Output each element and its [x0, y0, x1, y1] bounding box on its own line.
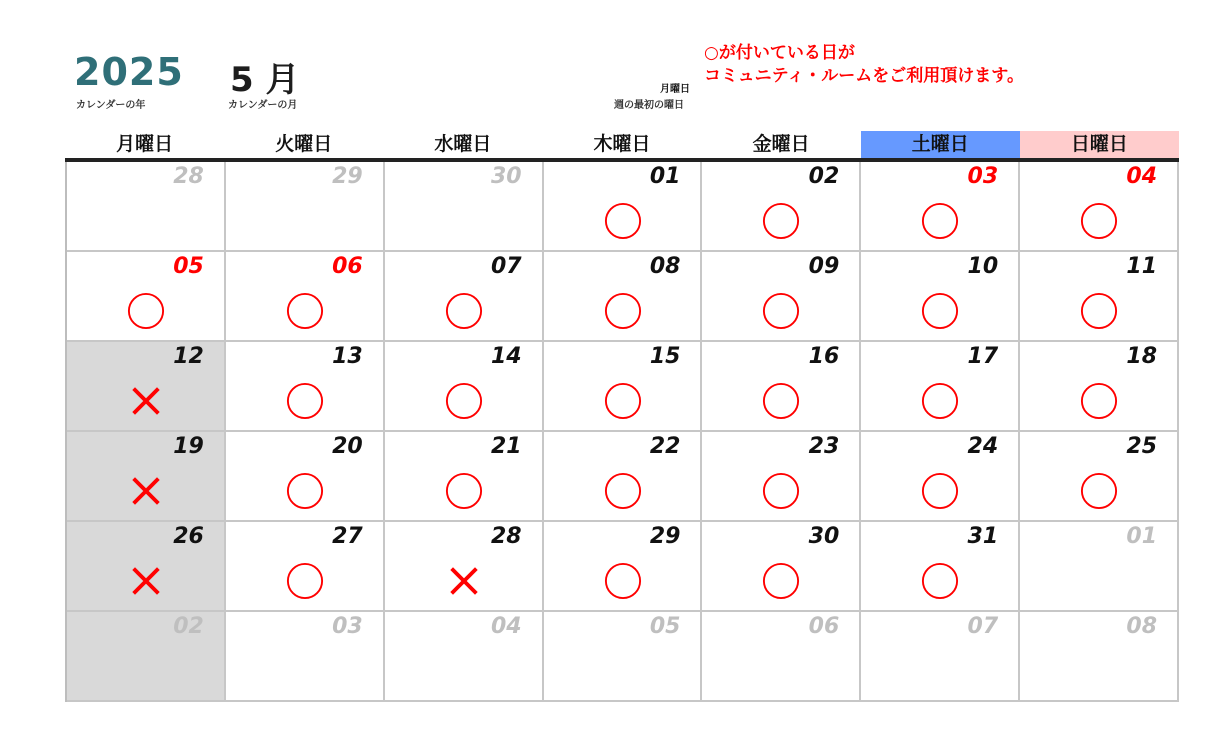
calendar-day [226, 342, 385, 430]
available-circle-icon [604, 472, 642, 510]
calendar-day [226, 432, 385, 520]
calendar-day [67, 612, 226, 700]
day-number: 18 [1126, 344, 1158, 369]
calendar-day [385, 612, 544, 700]
day-number: 02 [173, 614, 204, 639]
day-number: 19 [173, 434, 204, 459]
calendar-day [1020, 342, 1179, 430]
available-circle-icon [921, 202, 959, 240]
available-circle-icon [604, 292, 642, 330]
calendar-day [544, 432, 703, 520]
calendar-day [67, 342, 226, 430]
calendar [65, 131, 1179, 702]
week-start-caption: 週の最初の曜日 [614, 100, 684, 111]
calendar-day [226, 612, 385, 700]
available-circle-icon [921, 382, 959, 420]
available-circle-icon [604, 202, 642, 240]
calendar-day [226, 162, 385, 250]
day-number: 02 [808, 164, 840, 189]
calendar-week [67, 432, 1179, 522]
calendar-week [67, 162, 1179, 252]
calendar-day [226, 522, 385, 610]
day-number: 05 [173, 254, 204, 279]
day-number: 29 [332, 164, 363, 189]
day-number: 28 [490, 524, 522, 549]
day-number: 26 [173, 524, 204, 549]
day-number: 01 [1126, 524, 1158, 549]
calendar-day [67, 252, 226, 340]
available-circle-icon [762, 202, 800, 240]
day-number: 22 [649, 434, 681, 459]
unavailable-cross-icon [127, 382, 165, 420]
day-number: 04 [1126, 164, 1158, 189]
day-number: 23 [808, 434, 840, 459]
day-number: 01 [649, 164, 681, 189]
calendar-day [67, 522, 226, 610]
day-number: 25 [1126, 434, 1158, 459]
day-number: 12 [173, 344, 204, 369]
month-caption: カレンダーの月 [228, 100, 298, 111]
calendar-day [702, 342, 861, 430]
available-circle-icon [921, 292, 959, 330]
calendar-day [385, 522, 544, 610]
calendar-day [385, 432, 544, 520]
available-circle-icon [286, 472, 324, 510]
calendar-day [385, 342, 544, 430]
calendar-day [861, 342, 1020, 430]
day-number: 30 [808, 524, 840, 549]
calendar-day [861, 252, 1020, 340]
calendar-day [385, 162, 544, 250]
available-circle-icon [1080, 202, 1118, 240]
day-number: 15 [649, 344, 681, 369]
available-circle-icon [604, 562, 642, 600]
calendar-day [861, 522, 1020, 610]
available-circle-icon [445, 382, 483, 420]
available-circle-icon [445, 292, 483, 330]
day-number: 08 [649, 254, 681, 279]
available-circle-icon [762, 292, 800, 330]
day-number: 11 [1126, 254, 1158, 279]
calendar-day [544, 162, 703, 250]
day-number: 21 [490, 434, 522, 459]
calendar-day [702, 162, 861, 250]
calendar-day [861, 612, 1020, 700]
day-number: 05 [649, 614, 681, 639]
calendar-day [1020, 522, 1179, 610]
week-start-value: 月曜日 [660, 84, 690, 95]
weekday-tuesday: 火曜日 [275, 133, 333, 155]
available-circle-icon [762, 382, 800, 420]
calendar-day [861, 432, 1020, 520]
available-circle-icon [1080, 382, 1118, 420]
calendar-day [702, 522, 861, 610]
day-number: 04 [490, 614, 522, 639]
day-number: 17 [967, 344, 999, 369]
calendar-day [544, 522, 703, 610]
day-number: 30 [490, 164, 522, 189]
calendar-day [861, 162, 1020, 250]
calendar-day [544, 612, 703, 700]
day-number: 06 [332, 254, 363, 279]
calendar-week [67, 522, 1179, 612]
day-number: 06 [808, 614, 840, 639]
notice-line-1: ○が付いている日が [704, 43, 855, 63]
calendar-day [67, 162, 226, 250]
day-number: 03 [967, 164, 999, 189]
unavailable-cross-icon [445, 562, 483, 600]
day-number: 09 [808, 254, 840, 279]
calendar-week [67, 342, 1179, 432]
day-number: 10 [967, 254, 999, 279]
available-circle-icon [127, 292, 165, 330]
day-number: 28 [173, 164, 204, 189]
unavailable-cross-icon [127, 562, 165, 600]
day-number: 16 [808, 344, 840, 369]
weekday-sunday: 日曜日 [1020, 131, 1179, 158]
calendar-day [1020, 612, 1179, 700]
weekday-friday: 金曜日 [752, 133, 810, 155]
day-number: 29 [649, 524, 681, 549]
available-circle-icon [445, 472, 483, 510]
day-number: 13 [332, 344, 363, 369]
calendar-day [702, 612, 861, 700]
available-circle-icon [762, 472, 800, 510]
year-caption: カレンダーの年 [76, 100, 146, 111]
calendar-day [544, 252, 703, 340]
weekday-thursday: 木曜日 [593, 133, 651, 155]
day-number: 07 [490, 254, 522, 279]
calendar-day [1020, 432, 1179, 520]
day-number: 20 [332, 434, 363, 459]
available-circle-icon [286, 562, 324, 600]
calendar-day [544, 342, 703, 430]
calendar-week [67, 612, 1179, 702]
available-circle-icon [1080, 472, 1118, 510]
day-number: 24 [967, 434, 999, 459]
weekday-saturday: 土曜日 [861, 131, 1020, 158]
notice-line-2: コミュニティ・ルームをご利用頂けます。 [704, 66, 1024, 86]
calendar-week [67, 252, 1179, 342]
available-circle-icon [921, 562, 959, 600]
weekday-wednesday: 水曜日 [434, 133, 492, 155]
calendar-day [702, 252, 861, 340]
day-number: 31 [967, 524, 999, 549]
available-circle-icon [762, 562, 800, 600]
day-number: 14 [490, 344, 522, 369]
calendar-year: 2025 [74, 50, 184, 94]
day-number: 27 [332, 524, 363, 549]
day-number: 08 [1126, 614, 1158, 639]
day-number: 07 [967, 614, 999, 639]
calendar-day [1020, 252, 1179, 340]
calendar-day [67, 432, 226, 520]
calendar-grid [65, 162, 1179, 702]
available-circle-icon [921, 472, 959, 510]
availability-notice [704, 42, 1024, 88]
unavailable-cross-icon [127, 472, 165, 510]
available-circle-icon [604, 382, 642, 420]
calendar-day [1020, 162, 1179, 250]
calendar-day [226, 252, 385, 340]
calendar-day [385, 252, 544, 340]
weekday-monday: 月曜日 [116, 133, 174, 155]
available-circle-icon [286, 292, 324, 330]
available-circle-icon [286, 382, 324, 420]
calendar-month: 5 月 [230, 60, 300, 100]
day-number: 03 [332, 614, 363, 639]
weekday-header [65, 131, 1179, 162]
calendar-day [702, 432, 861, 520]
available-circle-icon [1080, 292, 1118, 330]
